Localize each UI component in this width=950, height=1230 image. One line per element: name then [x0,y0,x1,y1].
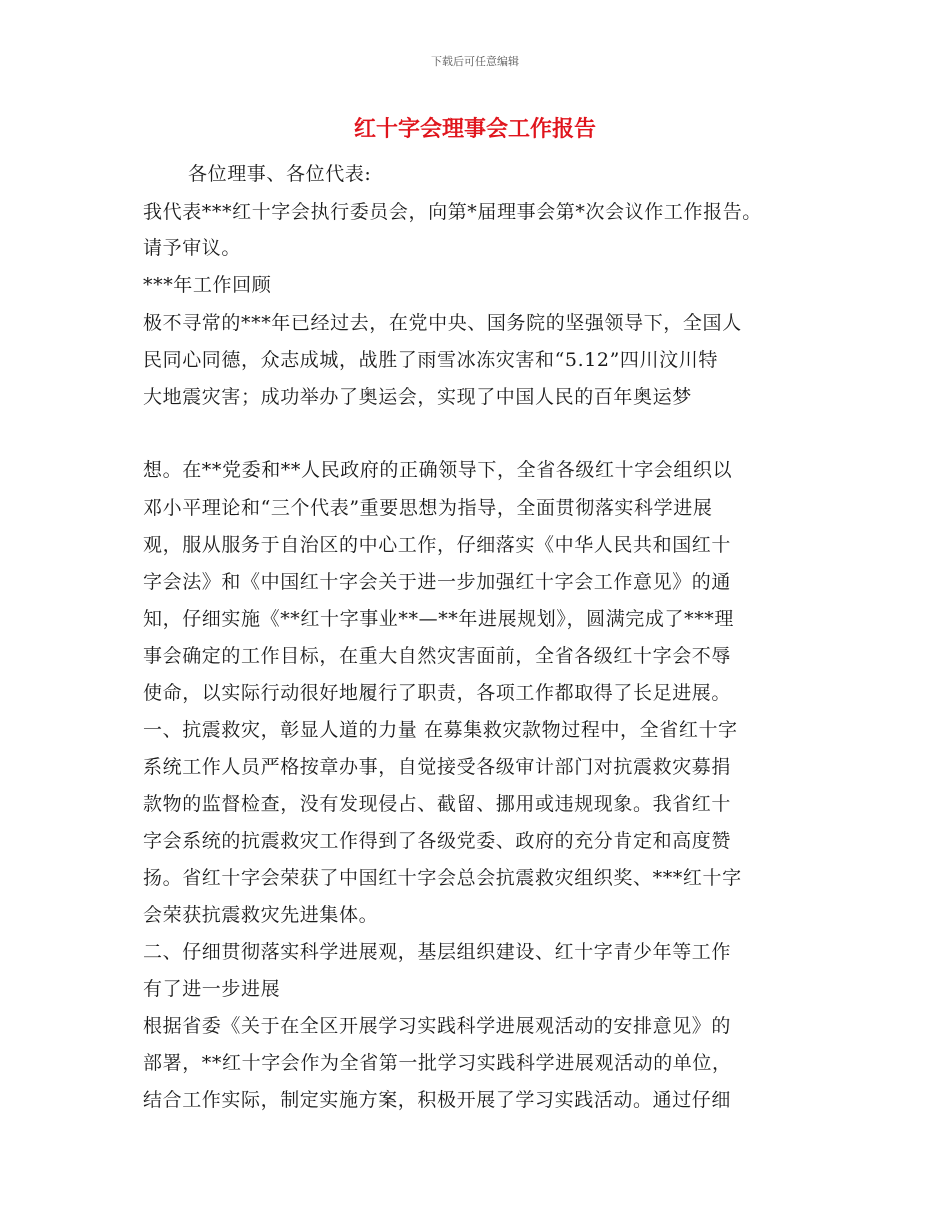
body-line: 大地震灾害；成功举办了奥运会，实现了中国人民的百年奥运梦 [143,386,692,408]
body-line: 观，服从服务于自治区的中心工作，仔细落实《中华人民共和国红十 [143,534,732,556]
body-line: 结合工作实际，制定实施方案，积极开展了学习实践活动。通过仔细 [143,1089,732,1111]
body-line: 邓小平理论和“三个代表”重要思想为指导，全面贯彻落实科学进展 [143,497,713,519]
header-note: 下载后可任意编辑 [431,55,519,68]
body-line: 想。在**党委和**人民政府的正确领导下，全省各级红十字会组织以 [143,459,733,481]
body-line: 民同心同德，众志成城，战胜了雨雪冰冻灾害和“5.12”四川汶川特 [143,349,718,371]
body-line: 知，仔细实施《**红十字事业**—**年进展规划》，圆满完成了***理 [143,608,735,630]
body-line: 系统工作人员严格按章办事，自觉接受各级审计部门对抗震救灾募捐 [143,756,732,778]
body-line: 字会系统的抗震救灾工作得到了各级党委、政府的充分肯定和高度赞 [143,830,732,852]
body-line: 会荣获抗震救灾先进集体。 [143,904,379,926]
section-heading: 二、仔细贯彻落实科学进展观，基层组织建设、红十字青少年等工作 [143,941,732,963]
body-line: 请予审议。 [143,237,242,259]
document-title: 红十字会理事会工作报告 [353,117,596,142]
body-line: 事会确定的工作目标，在重大自然灾害面前，全省各级红十字会不辱 [143,645,732,667]
body-line: 使命，以实际行动很好地履行了职责，各项工作都取得了长足进展。 [143,682,732,704]
body-line: 字会法》和《中国红十字会关于进一步加强红十字会工作意见》的通 [143,571,732,593]
body-line: 根据省委《关于在全区开展学习实践科学进展观活动的安排意见》的 [143,1015,732,1037]
salutation-line: 各位理事、各位代表: [188,163,372,185]
body-line: 我代表***红十字会执行委员会，向第*届理事会第*次会议作工作报告。 [143,201,762,223]
body-line: 部署，**红十字会作为全省第一批学习实践科学进展观活动的单位， [143,1052,732,1074]
section-heading: 有了进一步进展 [143,978,281,1000]
body-line: 款物的监督检查，没有发现侵占、截留、挪用或违规现象。我省红十 [143,793,732,815]
section-heading: ***年工作回顾 [143,274,272,296]
section-heading: 一、抗震救灾，彰显人道的力量 在募集救灾款物过程中，全省红十字 [143,719,738,741]
body-line: 极不寻常的***年已经过去，在党中央、国务院的坚强领导下，全国人 [143,312,742,334]
body-line: 扬。省红十字会荣获了中国红十字会总会抗震救灾组织奖、***红十字 [143,867,742,889]
